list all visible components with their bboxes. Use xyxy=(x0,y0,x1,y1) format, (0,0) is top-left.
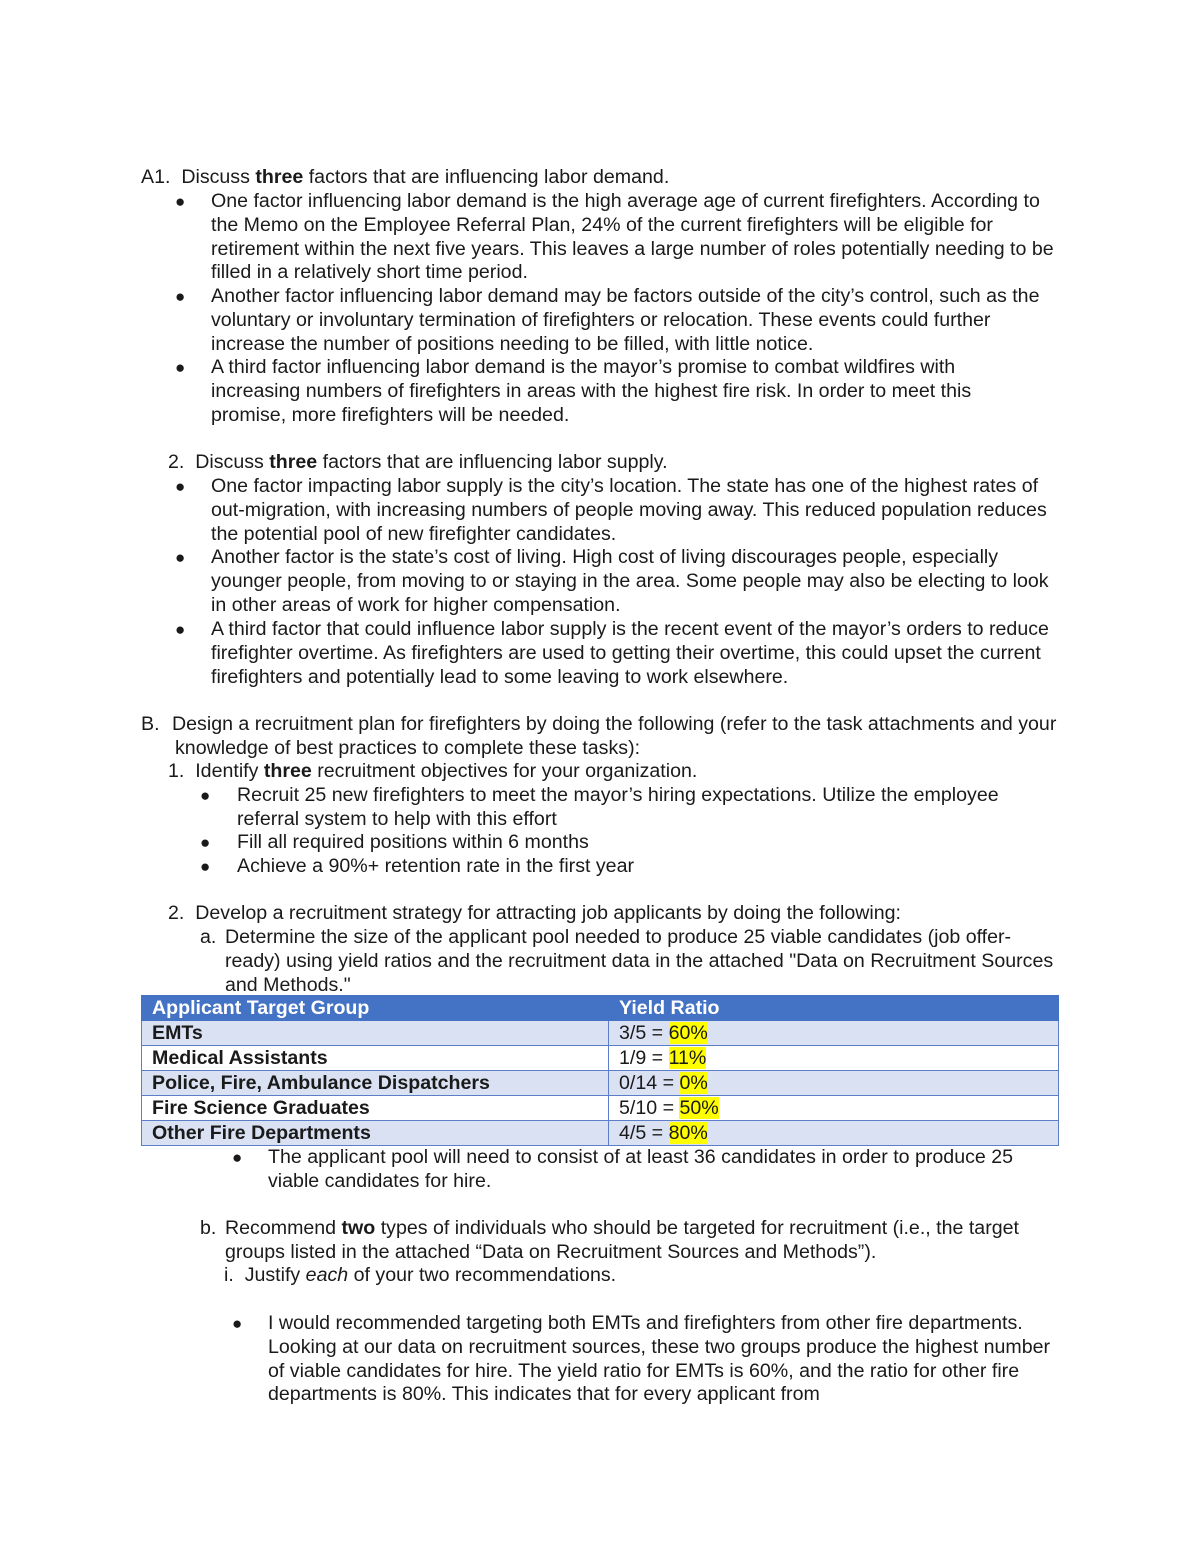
ratio-cell xyxy=(609,1096,1059,1121)
bullet-icon: ● xyxy=(200,833,211,852)
table-row xyxy=(142,1096,1059,1121)
b2-prompt: Develop a recruitment strategy for attracting job applicants by doing the following: xyxy=(195,902,901,924)
bullet-icon: ● xyxy=(200,857,211,876)
bullet-icon: ● xyxy=(175,192,186,211)
b1-prompt-post: recruitment objectives for your organization. xyxy=(317,760,698,782)
b1-bullet-1: Recruit 25 new firefighters to meet the mayor’s hiring expectations. Utilize the employee referral system to help with this effort xyxy=(237,784,999,830)
ratio-percent: 11% xyxy=(668,1047,707,1069)
bullet-icon: ● xyxy=(175,620,186,639)
a1-prompt-post: factors that are influencing labor demand. xyxy=(308,166,670,188)
group-cell: Police, Fire, Ambulance Dispatchers xyxy=(142,1071,609,1096)
bullet-icon: ● xyxy=(175,477,186,496)
ratio-cell xyxy=(609,1071,1059,1096)
ratio-percent: 60% xyxy=(668,1022,708,1044)
b2a-label: a. xyxy=(200,926,217,948)
ratio-value: 3/5 = xyxy=(619,1022,664,1044)
ratio-cell xyxy=(609,1121,1059,1146)
ratio-percent: 0% xyxy=(679,1072,708,1094)
recommend-bullet: I would recommended targeting both EMTs and firefighters from other fire departments. Looking at our data on recruitment sources, these two groups produce the highest number of viable candidates for hire. The yield ratio for EMTs is 60%, and the ratio for other fire departments is 80%. This indicates that for every applicant from xyxy=(268,1312,1051,1406)
header-target-group: Applicant Target Group xyxy=(142,996,609,1021)
b-label: B. xyxy=(141,713,160,735)
a2-label: 2. xyxy=(168,451,185,473)
a2-bullet-2: Another factor is the state’s cost of living. High cost of living discourages people, especially younger people, from moving to or staying in the area. Some people may also be electing to look in other areas of work for higher compensation. xyxy=(211,546,1049,616)
b2bi-prompt-em: each xyxy=(305,1264,349,1286)
a2-bullet-3: A third factor that could influence labor supply is the recent event of the mayor’s orders to reduce firefighter overtime. As firefighters are used to getting their overtime, this could upset the current firefighters and potentially lead to some leaving to work elsewhere. xyxy=(211,618,1049,688)
b1-heading xyxy=(168,760,697,784)
ratio-value: 5/10 = xyxy=(619,1097,675,1119)
b2b-prompt-bold: two xyxy=(341,1217,376,1239)
a1-label: A1. xyxy=(141,166,171,188)
header-yield-ratio: Yield Ratio xyxy=(609,996,1059,1021)
b1-bullet-3: Achieve a 90%+ retention rate in the first year xyxy=(237,855,634,877)
a2-prompt-bold: three xyxy=(269,451,318,473)
a1-bullet-1: One factor influencing labor demand is the high average age of current firefighters. According to the Memo on the Employee Referral Plan, 24% of the current firefighters will be eligible for retirement within the next five years. This leaves a large number of roles potentially needing to be filled in a relatively short time period. xyxy=(211,190,1054,284)
b2b-prompt-post: types of individuals who should be targeted for recruitment (i.e., the target groups listed in the attached “Data on Recruitment Sources and Methods”). xyxy=(225,1217,1019,1263)
b1-label: 1. xyxy=(168,760,185,782)
a2-prompt-post: factors that are influencing labor supply. xyxy=(322,451,668,473)
b1-prompt-pre: Identify xyxy=(195,760,259,782)
table-row xyxy=(142,1046,1059,1071)
ratio-cell xyxy=(609,1046,1059,1071)
b2bi-prompt-pre: Justify xyxy=(244,1264,301,1286)
b2-label: 2. xyxy=(168,902,185,924)
ratio-percent: 80% xyxy=(668,1122,708,1144)
ratio-value: 1/9 = xyxy=(619,1047,664,1069)
a1-bullet-2: Another factor influencing labor demand may be factors outside of the city’s control, such as the voluntary or involuntary termination of firefighters or relocation. These events could further increase the number of positions needing to be filled, with little notice. xyxy=(211,285,1040,355)
table-row xyxy=(142,1071,1059,1096)
a1-prompt-bold: three xyxy=(255,166,304,188)
ratio-percent: 50% xyxy=(679,1097,719,1119)
b2b-prompt xyxy=(225,1217,1055,1265)
ratio-value: 4/5 = xyxy=(619,1122,664,1144)
b2bi-heading xyxy=(224,1264,616,1288)
group-cell: Other Fire Departments xyxy=(142,1121,609,1146)
table-row xyxy=(142,1121,1059,1146)
ratio-cell xyxy=(609,1021,1059,1046)
b2bi-label: i. xyxy=(224,1264,234,1286)
yield-ratio-table xyxy=(141,995,1059,1146)
b2-heading xyxy=(168,902,901,926)
group-cell: Medical Assistants xyxy=(142,1046,609,1071)
bullet-icon: ● xyxy=(232,1148,243,1167)
b1-bullet-2: Fill all required positions within 6 months xyxy=(237,831,589,853)
group-cell: Fire Science Graduates xyxy=(142,1096,609,1121)
table-header-row xyxy=(142,996,1059,1021)
a2-bullet-1: One factor impacting labor supply is the city’s location. The state has one of the highest rates of out-migration, with increasing numbers of people moving away. This reduced population reduces the potential pool of new firefighter candidates. xyxy=(211,475,1047,545)
bullet-icon: ● xyxy=(200,786,211,805)
a2-heading xyxy=(168,451,668,475)
a2-prompt-pre: Discuss xyxy=(195,451,264,473)
bullet-icon: ● xyxy=(175,358,186,377)
bullet-icon: ● xyxy=(175,287,186,306)
a1-prompt-pre: Discuss xyxy=(181,166,250,188)
bullet-icon: ● xyxy=(175,548,186,567)
b2b-prompt-pre: Recommend xyxy=(225,1217,337,1239)
b1-prompt-bold: three xyxy=(263,760,312,782)
b2a-prompt: Determine the size of the applicant pool needed to produce 25 viable candidates (job offer-ready) using yield ratios and the recruitment data in the attached "Data on Recruitment Sources and Methods." xyxy=(225,926,1054,996)
b2bi-prompt-post: of your two recommendations. xyxy=(353,1264,617,1286)
group-cell: EMTs xyxy=(142,1021,609,1046)
b2b-label: b. xyxy=(200,1217,217,1239)
a1-heading xyxy=(141,166,669,190)
pool-bullet: The applicant pool will need to consist of at least 36 candidates in order to produce 25 viable candidates for hire. xyxy=(268,1146,1014,1192)
bullet-icon: ● xyxy=(232,1314,243,1333)
table-row xyxy=(142,1021,1059,1046)
ratio-value: 0/14 = xyxy=(619,1072,675,1094)
b-prompt: Design a recruitment plan for firefighters by doing the following (refer to the task attachments and your knowledge of best practices to complete these tasks): xyxy=(172,713,1057,759)
a1-bullet-3: A third factor influencing labor demand is the mayor’s promise to combat wildfires with increasing numbers of firefighters in areas with the highest fire risk. In order to meet this promise, more firefighters will be needed. xyxy=(211,356,972,426)
